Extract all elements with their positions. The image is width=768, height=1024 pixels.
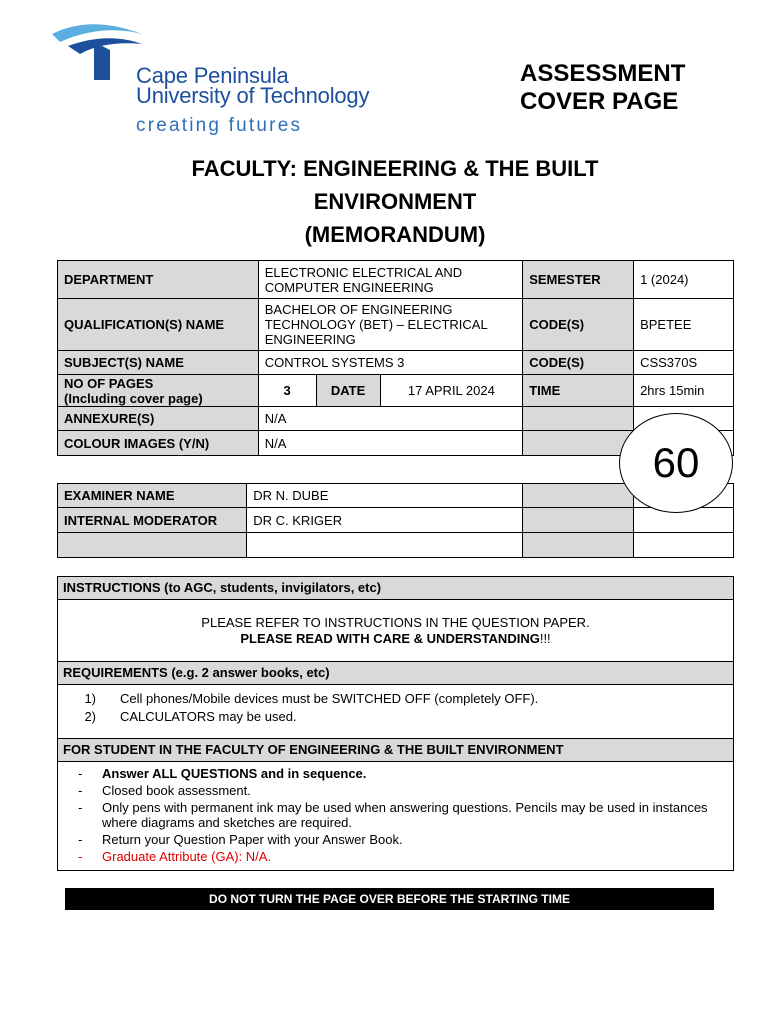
faculty-line3: (MEMORANDUM) (304, 222, 486, 247)
colour-label: COLOUR IMAGES (Y/N) (58, 431, 259, 456)
qualification-value: BACHELOR OF ENGINEERING TECHNOLOGY (BET) – ELECTRICAL ENGINEERING (258, 299, 522, 351)
students-header: FOR STUDENT IN THE FACULTY OF ENGINEERING & THE BUILT ENVIRONMENT (58, 739, 733, 762)
list-item-number: 1) (84, 691, 96, 706)
semester-value: 1 (2024) (634, 261, 734, 299)
instructions-line2-tail: !!! (539, 630, 551, 646)
examiner-label: EXAMINER NAME (58, 484, 247, 508)
annexure-value: N/A (258, 407, 522, 431)
date-label: DATE (316, 375, 380, 407)
moderator-label: INTERNAL MODERATOR (58, 508, 247, 533)
moderator-value: DR C. KRIGER (247, 508, 522, 533)
empty-cell (522, 533, 633, 558)
pages-label (58, 375, 259, 407)
instructions-line2-bold: PLEASE READ WITH CARE & UNDERSTANDING (240, 630, 540, 646)
date-value: 17 APRIL 2024 (380, 375, 523, 407)
faculty-heading (60, 152, 730, 251)
list-item-dash: - (78, 783, 83, 798)
list-item (58, 766, 733, 781)
empty-cell (523, 407, 634, 431)
codes-value-2: CSS370S (634, 351, 734, 375)
requirements-list (58, 685, 733, 739)
codes-label-2: CODE(S) (523, 351, 634, 375)
instructions-line2 (58, 631, 733, 647)
empty-cell (633, 533, 733, 558)
pages-label-line2: (Including cover page) (64, 390, 203, 406)
list-item-text: Answer ALL QUESTIONS and in sequence. (102, 766, 367, 781)
annexure-label: ANNEXURE(S) (58, 407, 259, 431)
empty-cell (522, 508, 633, 533)
university-name-line2: University of Technology (136, 83, 370, 108)
list-item-text: Cell phones/Mobile devices must be SWITCHED OFF (completely OFF). (120, 691, 539, 706)
cover-title (520, 60, 685, 116)
assessment-info-table (57, 260, 734, 456)
list-item-dash: - (78, 800, 83, 815)
instructions-line1: PLEASE REFER TO INSTRUCTIONS IN THE QUESTION PAPER. (201, 614, 590, 630)
empty-cell (522, 484, 633, 508)
list-item (58, 832, 733, 847)
pages-value: 3 (258, 375, 316, 407)
start-warning-banner: DO NOT TURN THE PAGE OVER BEFORE THE STARTING TIME (65, 888, 714, 910)
subject-value: CONTROL SYSTEMS 3 (258, 351, 522, 375)
list-item-text: Only pens with permanent ink may be used when answering questions. Pencils may be used in instances where diagrams and sketches are required. (102, 800, 708, 830)
list-item (58, 708, 733, 726)
empty-cell (523, 431, 634, 456)
list-item-dash: - (78, 849, 83, 864)
instructions-box (57, 576, 734, 871)
list-item-dash: - (78, 766, 83, 781)
list-item (58, 783, 733, 798)
university-tagline: creating futures (136, 115, 303, 136)
list-item-text: Graduate Attribute (GA): N/A. (102, 849, 272, 864)
list-item-text: Closed book assessment. (102, 783, 251, 798)
list-item-number: 2) (84, 709, 96, 724)
department-label: DEPARTMENT (58, 261, 259, 299)
time-label: TIME (523, 375, 634, 407)
subject-label: SUBJECT(S) NAME (58, 351, 259, 375)
instructions-header: INSTRUCTIONS (to AGC, students, invigilators, etc) (58, 577, 733, 600)
cover-title-line1: ASSESSMENT (520, 60, 686, 87)
requirements-header: REQUIREMENTS (e.g. 2 answer books, etc) (58, 662, 733, 685)
list-item (58, 690, 733, 708)
cover-title-line2: COVER PAGE (520, 88, 679, 115)
list-item-text: CALCULATORS may be used. (120, 709, 297, 724)
examiner-value: DR N. DUBE (247, 484, 522, 508)
time-value: 2hrs 15min (634, 375, 734, 407)
instructions-body (58, 600, 733, 662)
colour-value: N/A (258, 431, 522, 456)
codes-value-1: BPETEE (634, 299, 734, 351)
list-item-dash: - (78, 832, 83, 847)
qualification-label: QUALIFICATION(S) NAME (58, 299, 259, 351)
pages-label-line1: NO OF PAGES (64, 375, 154, 391)
faculty-line2: ENVIRONMENT (313, 189, 477, 214)
semester-label: SEMESTER (523, 261, 634, 299)
students-list (58, 762, 733, 864)
list-item-text: Return your Question Paper with your Answer Book. (102, 832, 403, 847)
empty-cell (247, 533, 522, 558)
total-marks-circle: 60 (619, 413, 733, 513)
list-item (58, 800, 733, 830)
codes-label-1: CODE(S) (523, 299, 634, 351)
list-item (58, 849, 733, 864)
empty-cell (58, 533, 247, 558)
university-name-line1: Cape Peninsula (136, 63, 289, 88)
department-value: ELECTRONIC ELECTRICAL AND COMPUTER ENGINEERING (258, 261, 522, 299)
faculty-line1: FACULTY: ENGINEERING & THE BUILT (191, 156, 599, 181)
university-logo (50, 20, 400, 140)
